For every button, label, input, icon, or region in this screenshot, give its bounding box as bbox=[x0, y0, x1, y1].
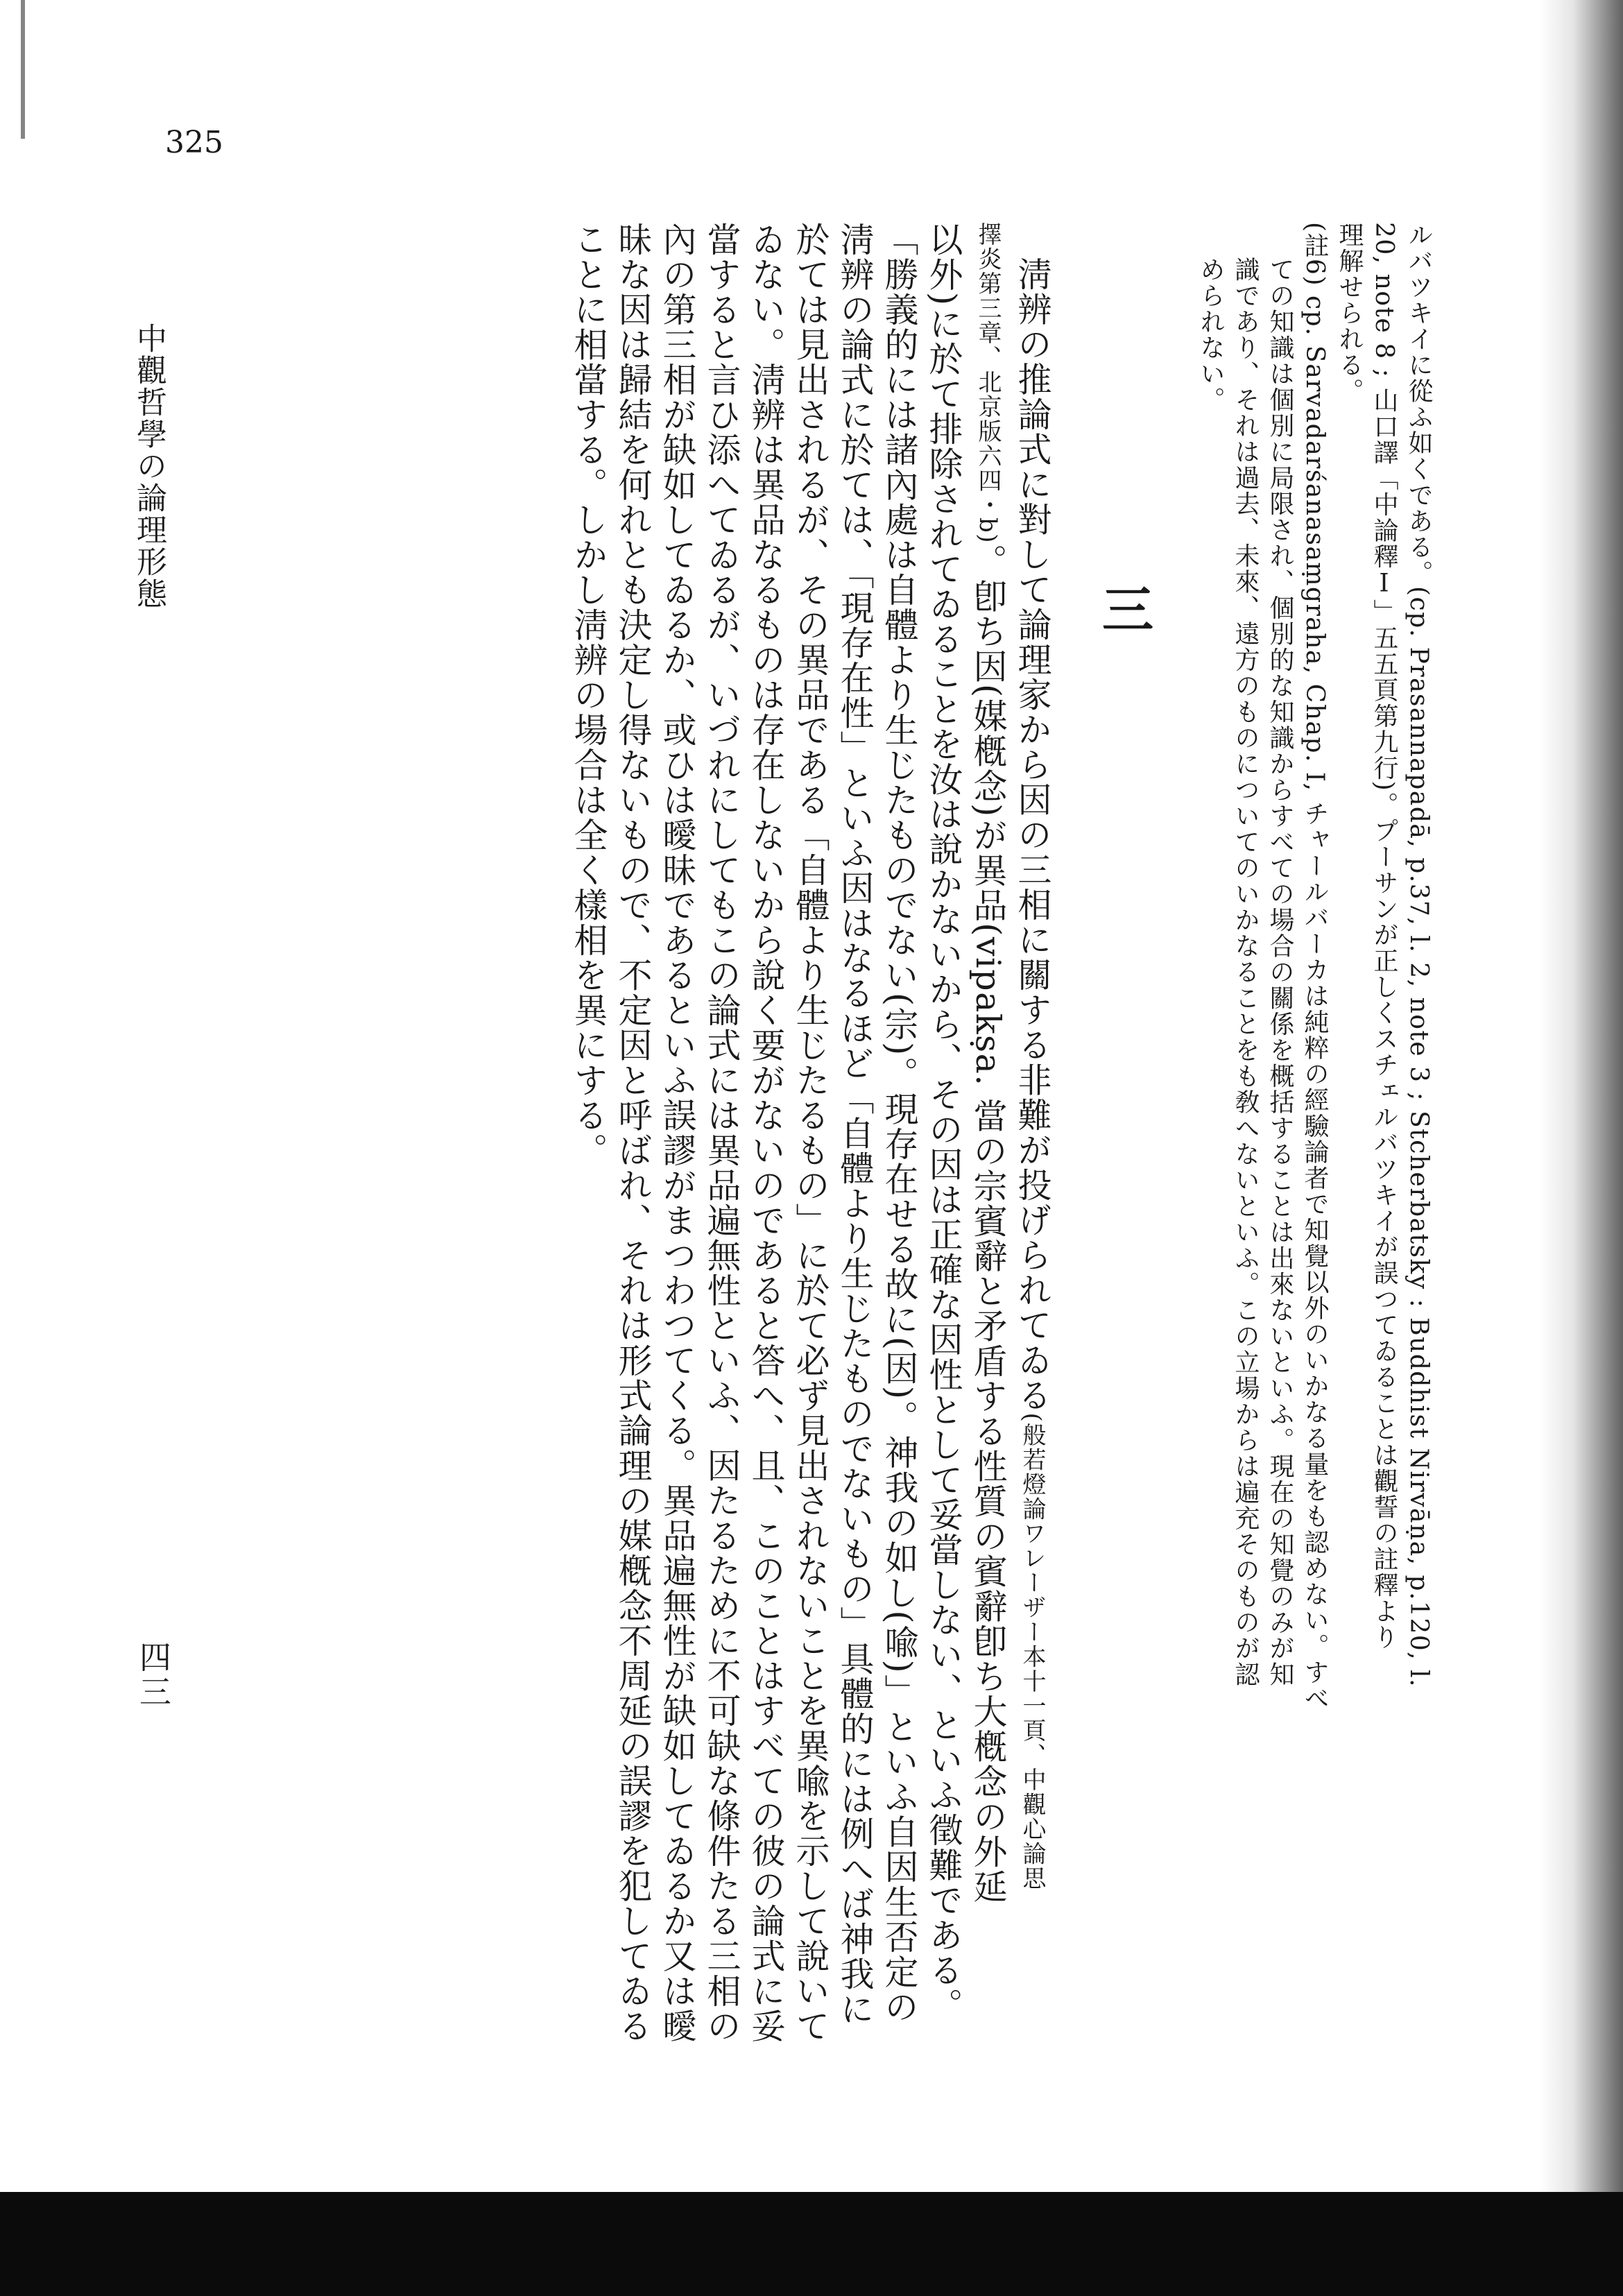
kanji-page-number: 四三 bbox=[135, 1640, 172, 1710]
body-line bbox=[965, 222, 1010, 2081]
note-6-line: 識であり、それは過去、未來、遠方のものについてのいかなることをも敎へないといふ。この立場からは遍充そのものが認 bbox=[1231, 257, 1260, 1688]
note-6-line: ての知識は個別に局限され、個別的な知識からすべての場合の關係を概括することは出來ないといふ。現在の知覺のみが知 bbox=[1266, 257, 1294, 1688]
scan-edge-left bbox=[21, 0, 25, 139]
body-line: 昧な因は歸結を何れとも決定し得ないもので、不定因と呼ばれ、それは形式論理の媒槪念不周延の誤謬を犯してゐる bbox=[613, 222, 653, 2044]
section-numeral: 三 bbox=[1094, 583, 1153, 634]
body-line bbox=[1010, 222, 1054, 2081]
body-line: 淸辨の論式に於ては、「現存在性」といふ因はなるほど「自體より生じたものでないもの」具體的には例へば神我に bbox=[835, 222, 875, 2027]
body-line-citation: (般若燈論ワレーザー本十一頁、中觀心論思 bbox=[1018, 1412, 1046, 1891]
body-line: ことに相當する。しかし淸辨の場合は全く樣相を異にする。 bbox=[569, 222, 608, 1168]
body-line-citation: 擇炎第三章、北京版六四・b) bbox=[974, 222, 1002, 545]
scan-edge-right bbox=[1540, 0, 1623, 2296]
body-line-main: 淸辨の推論式に對して論理家から因の三相に關する非難が投げられてゐる bbox=[1013, 257, 1052, 1413]
body-line: 當すると言ひ添へてゐるが、いづれにしてもこの論式には異品遍無性といふ、因たるために不可缺な條件たる三相の bbox=[702, 222, 741, 2044]
body-line: 以外)に於て排除されてゐることを汝は說かないから、その因は正確な因性として妥當しない、といふ徵難である。 bbox=[924, 222, 963, 2023]
page-number: 325 bbox=[165, 125, 223, 160]
running-header: 中觀哲學の論理形態 bbox=[131, 323, 166, 610]
body-line: 於ては見出されるが、その異品である「自體より生じたるもの」に於て必ず見出されないことを異喩を示して說いて bbox=[791, 222, 830, 2044]
body-line: ゐない。淸辨は異品なるものは存在しないから說く要がないのであると答へ、且、このことはすべての彼の論式に妥 bbox=[746, 222, 786, 2044]
body-line: 「勝義的には諸內處は自體より生じたものでない(宗)。現存在せる故に(因)。神我の如し(喩)」といふ自因生否定の bbox=[879, 222, 919, 2025]
body-line: 內の第三相が缺如してゐるか、或ひは曖昧であるといふ誤謬がまつわつてくる。異品遍無性が缺如してゐるか又は曖 bbox=[658, 222, 697, 2044]
note-6-line: (註6) cp. Sarvadarśanasaṃgraha, Chap. I, チャールバーカは純粹の經驗論者で知覺以外のいかなる量をも認めない。すべ bbox=[1300, 222, 1329, 1712]
note-continuation-line: 理解せられる。 bbox=[1335, 222, 1364, 404]
body-line-main: 。卽ち因(媒槪念)が異品(vipakṣa. 當の宗賓辭と矛盾する性質の賓辭卽ち大槪念の外延 bbox=[968, 544, 1008, 1905]
note-6-line: められない。 bbox=[1196, 257, 1225, 413]
scan-edge-bottom bbox=[0, 2192, 1623, 2296]
note-continuation-line: ルバツキイに從ふ如くである。(cp. Prasannapadā, p.37, l. 2, note 3 ; Stcherbatsky : Buddhist Nirvāṇa, p.120, l. bbox=[1405, 222, 1433, 1688]
note-continuation-line: 20, note 8 ; 山口譯「中論釋Ⅰ」五五頁第九行)。プーサンが正しくスチェルバツキイが誤つてゐることは觀誓の註釋より bbox=[1370, 222, 1398, 1650]
vertical-text-block bbox=[201, 222, 1436, 2081]
